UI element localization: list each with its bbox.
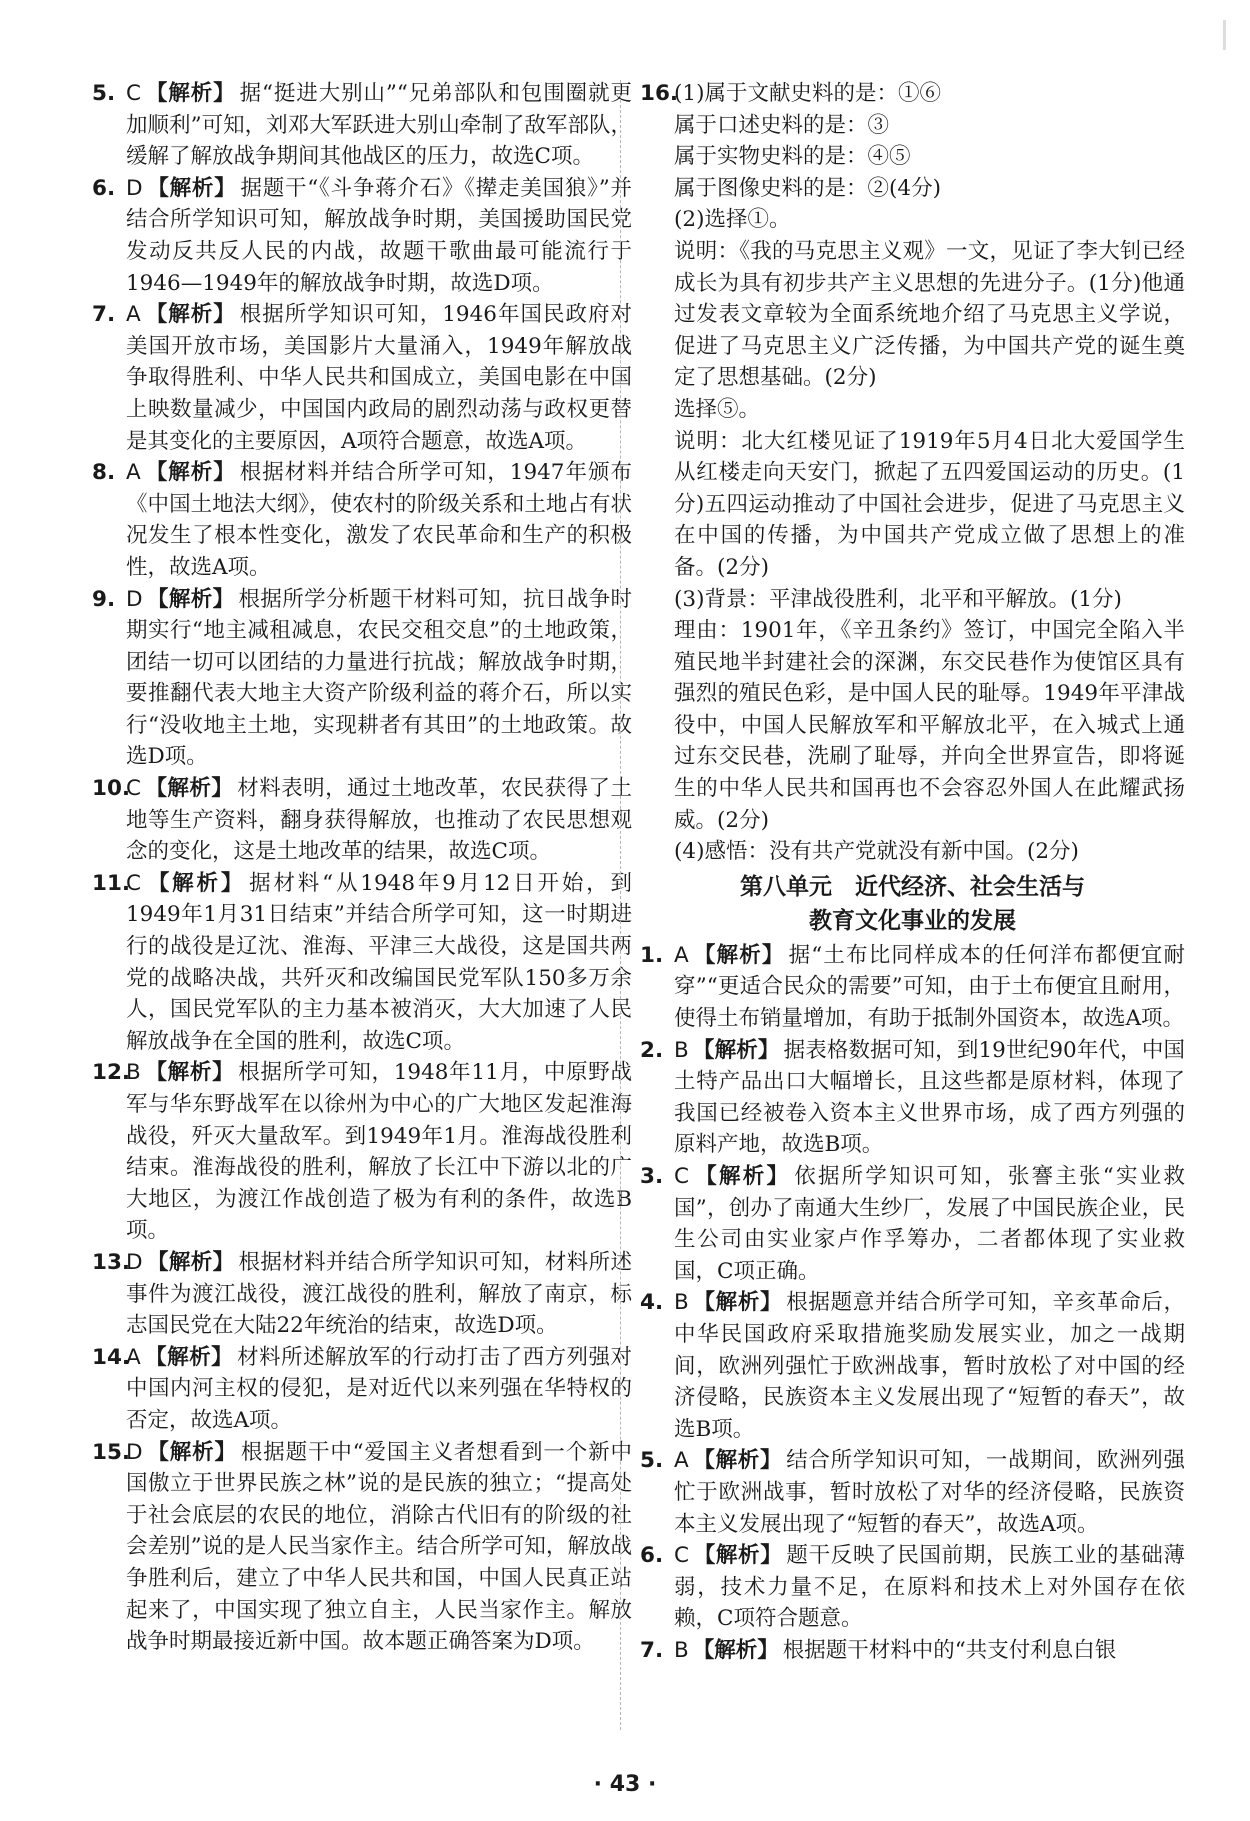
analysis-tag: 【解析】 — [144, 1344, 234, 1370]
answer-choice: B — [674, 1037, 689, 1063]
answer-item — [92, 1342, 632, 1437]
answer-number: 16. — [640, 81, 679, 106]
left-column — [92, 78, 632, 1658]
right-answer-list — [640, 940, 1185, 1667]
answer-number: 7. — [640, 1637, 664, 1663]
answer-item — [640, 1540, 1185, 1635]
analysis-tag: 【解析】 — [145, 81, 236, 106]
answer-item — [92, 1247, 632, 1342]
answer-number: 6. — [640, 1543, 664, 1569]
answer-choice: D — [126, 175, 143, 201]
answer-number: 1. — [640, 942, 664, 968]
answer-number: 6. — [92, 175, 116, 201]
unit-heading-line-1: 第八单元 近代经济、社会生活与 — [740, 873, 1085, 900]
answer-number: 12. — [92, 1060, 131, 1086]
analysis-tag: 【解析】 — [144, 460, 236, 486]
answer-item — [640, 1161, 1185, 1287]
answer-choice: B — [674, 1290, 689, 1316]
analysis-text: 根据题干中“爱国主义者想看到一个新中国傲立于世界民族之林”说的是民族的独立；“提高处于社会底层的农民的地位，消除古代旧有的阶级的社会差别”说的是人民当家作主。结合所学可知，解放战争胜利后，建立了中华人民共和国，中国人民真正站起来了，中国实现了独立自主，人民当家作主。解放战争时期最接近新中国。故本题正确答案为D项。 — [126, 1439, 632, 1655]
analysis-text: 依据所学知识可知，张謇主张“实业救国”，创办了南通大生纱厂，发展了中国民族企业，民生公司由实业家卢作孚筹办，二者都体现了实业救国，C项正确。 — [674, 1164, 1185, 1284]
analysis-text: 根据所学知识可知，1946年国民政府对美国开放市场，美国影片大量涌入，1949年解放战争取得胜利、中华人民共和国成立，美国电影在中国上映数量减少，中国国内政局的剧烈动荡与政权更替是其变化的主要原因，A项符合题意，故选A项。 — [126, 302, 632, 454]
analysis-tag: 【解析】 — [146, 1439, 237, 1465]
answer-16-paragraph: 选择⑤。 — [674, 396, 761, 422]
analysis-text: 据表格数据可知，到19世纪90年代，中国土特产品出口大幅增长，且这些都是原材料，体现了我国已经被卷入资本主义世界市场，成了西方列强的原料产地，故选B项。 — [674, 1037, 1185, 1158]
analysis-tag: 【解析】 — [693, 1543, 783, 1569]
answer-choice: A — [126, 302, 141, 328]
analysis-tag: 【解析】 — [692, 942, 785, 968]
analysis-text: 据“挺进大别山”“兄弟部队和包围圈就更加顺利”可知，刘邓大军跃进大别山牵制了敌军部队，缓解了解放战争期间其他战区的压力，故选C项。 — [126, 81, 632, 170]
answer-item — [640, 1635, 1185, 1667]
analysis-text: 根据材料并结合所学知识可知，材料所述事件为渡江战役，渡江战役的胜利，解放了南京，标志国民党在大陆22年统治的结束，故选D项。 — [126, 1249, 632, 1339]
answer-16-line: (1)属于文献史料的是：①⑥ — [674, 81, 941, 106]
analysis-text: 据“土布比同样成本的任何洋布都便宜耐穿”“更适合民众的需要”可知，由于土布便宜且耐用，使得土布销量增加，有助于抵制外国资本，故选A项。 — [674, 942, 1185, 1032]
answer-16-line: 属于图像史料的是：②(4分) — [674, 175, 941, 201]
analysis-tag: 【解析】 — [145, 776, 234, 802]
analysis-tag: 【解析】 — [144, 302, 236, 328]
analysis-tag: 【解析】 — [146, 586, 235, 612]
answer-choice: A — [674, 942, 689, 968]
answer-number: 9. — [92, 586, 116, 612]
answer-item — [92, 868, 632, 1058]
right-column — [640, 78, 1185, 1667]
answer-item — [92, 173, 632, 299]
answer-number: 5. — [92, 81, 116, 106]
answer-choice: A — [126, 460, 141, 486]
answer-number: 8. — [92, 460, 116, 486]
analysis-text: 题干反映了民国前期，民族工业的基础薄弱，技术力量不足，在原料和技术上对外国存在依赖，C项符合题意。 — [674, 1543, 1185, 1632]
answer-item — [92, 1057, 632, 1247]
analysis-text: 根据题干材料中的“共支付利息白银 — [782, 1637, 1117, 1663]
answer-choice: C — [674, 1543, 690, 1569]
answer-item — [92, 773, 632, 868]
answer-16-paragraph: 理由：1901年，《辛丑条约》签订，中国完全陷入半殖民地半封建社会的深渊，东交民巷作为使馆区具有强烈的殖民色彩，是中国人民的耻辱。1949年平津战役中，中国人民解放军和平解放北平，在入城式上通过东交民巷，洗刷了耻辱，并向全世界宣告，即将诞生的中华人民共和国再也不会容忍外国人在此耀武扬威。(2分) — [674, 618, 1185, 833]
answer-choice: D — [126, 1249, 143, 1275]
answer-item — [640, 1287, 1185, 1445]
answer-number: 11. — [92, 870, 131, 896]
answer-item — [92, 299, 632, 457]
answer-choice: D — [126, 1439, 143, 1465]
answer-item-16 — [640, 78, 1185, 868]
answer-16-paragraph: (3)背景：平津战役胜利，北平和平解放。(1分) — [674, 586, 1122, 612]
answer-16-paragraph: (4)感悟：没有共产党就没有新中国。(2分) — [674, 839, 1079, 865]
unit-heading-line-2: 教育文化事业的发展 — [809, 907, 1016, 934]
answer-number: 4. — [640, 1290, 664, 1316]
answer-choice: B — [674, 1637, 689, 1663]
analysis-tag: 【解析】 — [692, 1448, 783, 1474]
page-number: · 43 · — [593, 1772, 657, 1797]
analysis-text: 根据材料并结合所学可知，1947年颁布《中国土地法大纲》，使农村的阶级关系和土地占有状况发生了根本性变化，激发了农民革命和生产的积极性，故选A项。 — [126, 460, 632, 580]
answer-item — [640, 1035, 1185, 1161]
answer-16-line: 属于口述史料的是：③ — [674, 112, 890, 138]
answer-16-line: 属于实物史料的是：④⑤ — [674, 144, 911, 170]
analysis-text: 材料表明，通过土地改革，农民获得了土地等生产资料，翻身获得解放，也推动了农民思想观念的变化，这是土地改革的结果，故选C项。 — [126, 776, 632, 865]
answer-number: 10. — [92, 776, 131, 802]
column-divider — [620, 80, 621, 1730]
answer-number: 5. — [640, 1448, 664, 1474]
answer-16-paragraph: 说明：北大红楼见证了1919年5月4日北大爱国学生从红楼走向天安门，掀起了五四爱国运动的历史。(1分)五四运动推动了中国社会进步，促进了马克思主义在中国的传播，为中国共产党成立做了思想上的准备。(2分) — [674, 428, 1185, 580]
unit-heading — [640, 870, 1185, 938]
answer-number: 3. — [640, 1164, 664, 1189]
page-edge-mark — [1223, 20, 1226, 50]
answer-number: 15. — [92, 1439, 131, 1465]
analysis-tag: 【解析】 — [692, 1290, 783, 1316]
analysis-text: 据材料“从1948年9月12日开始，到1949年1月31日结束”并结合所学可知，这一时期进行的战役是辽沈、淮海、平津三大战役，这是国共两党的战略决战，共歼灭和改编国民党军队150多万余人，国民党军队的主力基本被消灭，大大加速了人民解放战争在全国的胜利，故选C项。 — [126, 870, 632, 1054]
answer-item — [92, 584, 632, 774]
answer-choice: B — [126, 1060, 141, 1086]
answer-item — [640, 1445, 1185, 1540]
answer-item — [92, 457, 632, 583]
answer-16-paragraph: 说明：《我的马克思主义观》一文，见证了李大钊已经成长为具有初步共产主义思想的先进分子。(1分)他通过发表文章较为全面系统地介绍了马克思主义学说，促进了马克思主义广泛传播，为中国共产党的诞生奠定了思想基础。(2分) — [674, 238, 1185, 391]
answer-16-first-line — [640, 78, 1185, 110]
analysis-text: 结合所学知识可知，一战期间，欧洲列强忙于欧洲战事，暂时放松了对华的经济侵略，民族资本主义发展出现了“短暂的春天”，故选A项。 — [674, 1448, 1185, 1537]
answer-choice: A — [674, 1448, 689, 1474]
analysis-tag: 【解析】 — [693, 1164, 791, 1189]
analysis-tag: 【解析】 — [145, 870, 246, 896]
analysis-tag: 【解析】 — [146, 175, 237, 201]
answer-number: 14. — [92, 1344, 131, 1370]
analysis-text: 根据题意并结合所学可知，辛亥革命后，中华民国政府采取措施奖励发展实业，加之一战期间，欧洲列强忙于欧洲战事，暂时放松了对中国的经济侵略，民族资本主义发展出现了“短暂的春天”，故选B项。 — [674, 1290, 1185, 1442]
analysis-tag: 【解析】 — [692, 1637, 779, 1663]
analysis-tag: 【解析】 — [146, 1249, 235, 1275]
analysis-text: 根据所学可知，1948年11月，中原野战军与华东野战军在以徐州为中心的广大地区发起淮海战役，歼灭大量敌军。到1949年1月。淮海战役胜利结束。淮海战役的胜利，解放了长江中下游以北的广大地区，为渡江作战创造了极为有利的条件，故选B项。 — [126, 1060, 632, 1244]
analysis-text: 材料所述解放军的行动打击了西方列强对中国内河主权的侵犯，是对近代以来列强在华特权的否定，故选A项。 — [126, 1344, 632, 1433]
answer-item — [92, 1437, 632, 1658]
answer-choice: A — [126, 1344, 141, 1370]
answer-choice: C — [674, 1164, 690, 1189]
analysis-text: 根据所学分析题干材料可知，抗日战争时期实行“地主减租减息，农民交租交息”的土地政策，团结一切可以团结的力量进行抗战；解放战争时期，要推翻代表大地主大资产阶级利益的蒋介石，所以实行“没收地主土地，实现耕者有其田”的土地政策。故选D项。 — [126, 586, 632, 770]
analysis-tag: 【解析】 — [144, 1060, 235, 1086]
answer-number: 2. — [640, 1037, 664, 1063]
answer-choice: C — [126, 870, 142, 896]
analysis-tag: 【解析】 — [692, 1037, 780, 1063]
answer-16-line: (2)选择①。 — [674, 207, 791, 233]
answer-choice: D — [126, 586, 143, 612]
answer-item — [92, 78, 632, 173]
answer-choice: C — [126, 776, 142, 802]
answer-number: 13. — [92, 1249, 131, 1275]
answer-number: 7. — [92, 302, 116, 328]
analysis-text: 据题干“《斗争蒋介石》《撵走美国狼》”并结合所学知识可知，解放战争时期，美国援助国民党发动反共反人民的内战，故题干歌曲最可能流行于1946—1949年的解放战争时期，故选D项。 — [126, 175, 632, 296]
answer-item — [640, 940, 1185, 1035]
answer-choice: C — [126, 81, 142, 106]
